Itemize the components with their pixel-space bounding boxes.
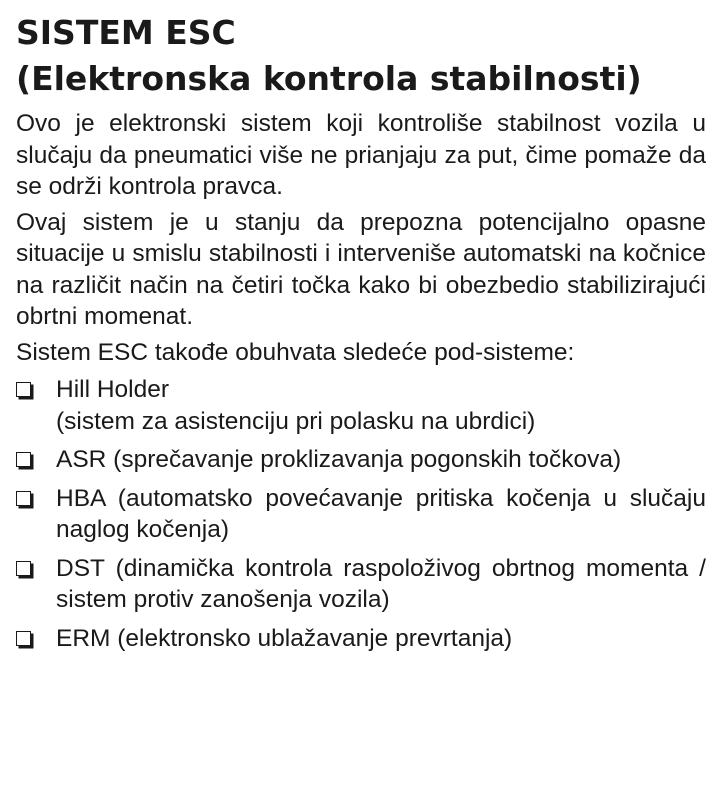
section-title — [16, 10, 706, 102]
list-item-text: HBA (automatsko povećavanje pritiska kočenja u slučaju naglog kočenja) — [56, 484, 706, 543]
list-item — [16, 483, 706, 546]
list-item — [16, 444, 706, 476]
list-item-text: ERM (elektronsko ublažavanje prevrtanja) — [56, 624, 513, 652]
checkbox-bullet-icon — [16, 491, 31, 506]
title-line-2: (Elektronska kontrola stabilnosti) — [16, 59, 642, 98]
checkbox-bullet-icon — [16, 382, 31, 397]
checkbox-bullet-icon — [16, 561, 31, 576]
list-item-text: ASR (sprečavanje proklizavanja pogonskih točkova) — [56, 446, 622, 473]
list-item — [16, 553, 706, 616]
checkbox-bullet-icon — [16, 452, 31, 467]
list-item — [16, 623, 706, 655]
title-line-1: SISTEM ESC — [16, 13, 236, 52]
list-item-subtext: (sistem za asistenciju pri polasku na ubrdici) — [56, 407, 536, 435]
paragraph-function: Ovaj sistem je u stanju da prepozna potencijalno opasne situacije u smislu stabilnosti i interveniše automatski na kočnice na različit način na četiri točka kako bi obezbedio stabilizirajući obrtni momenat. — [16, 208, 706, 330]
paragraph-subsystems-intro: Sistem ESC takođe obuhvata sledeće pod-sisteme: — [16, 338, 575, 366]
paragraph-intro: Ovo je elektronski sistem koji kontroliše stabilnost vozila u slučaju da pneumatici više ne prianjaju za put, čime pomaže da se održi kontrola pravca. — [16, 110, 706, 200]
checkbox-bullet-icon — [16, 631, 31, 646]
list-item — [16, 374, 706, 437]
subsystem-list — [16, 374, 706, 654]
list-item-text: DST (dinamička kontrola raspoloživog obrtnog momenta / sistem protiv zanošenja vozila) — [56, 554, 706, 613]
document-page — [16, 10, 706, 661]
list-item-text: Hill Holder — [56, 376, 170, 403]
